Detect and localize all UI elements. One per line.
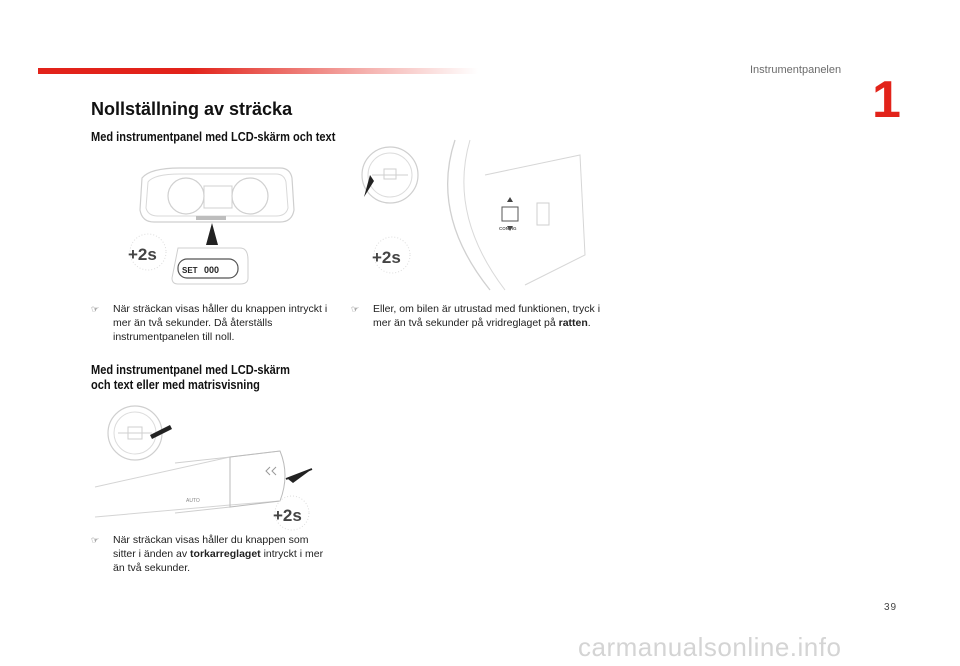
- set-label: SET: [182, 266, 198, 275]
- pointing-hand-icon: ☞: [91, 535, 100, 545]
- bullet-reset-steering: ☞ Eller, om bilen är utrustad med funktionen, tryck i mer än två sekunder på vridreglaget på ratten.: [351, 303, 601, 329]
- figure-instrument-cluster: [120, 160, 360, 295]
- pointing-hand-icon: ☞: [91, 304, 100, 314]
- header-accent-bar: [38, 68, 478, 74]
- section-heading-lcd-text: Med instrumentpanel med LCD-skärm och text: [91, 129, 336, 144]
- bullet-text: När sträckan visas håller du knappen intryckt i mer än två sekunder. Då återställs instrumentpanelen till noll.: [113, 303, 328, 343]
- hold-2s-label-2: +2s: [372, 248, 401, 267]
- page-number: 39: [884, 602, 898, 613]
- pointing-hand-icon: ☞: [351, 304, 360, 314]
- bullet-reset-lcd: [91, 302, 331, 344]
- bullet-bold-term: ratten: [558, 317, 588, 329]
- figure-steering-wheel-config: [350, 135, 600, 295]
- bullet-reset-wiper: ☞ När sträckan visas håller du knappen som sitter i änden av torkarreglaget intryckt i mer än två sekunder.: [91, 534, 324, 574]
- bullet-bold-term: torkarreglaget: [190, 548, 261, 560]
- config-label: CONFIG: [499, 226, 517, 231]
- hold-2s-label-1: +2s: [128, 245, 157, 264]
- bullet-text: När sträckan visas håller du knappen som sitter i änden av: [113, 534, 309, 560]
- figure-wiper-stalk: [90, 395, 330, 535]
- hold-2s-label-3: +2s: [273, 506, 302, 525]
- auto-label: AUTO: [186, 498, 200, 504]
- chapter-number: 1: [872, 71, 901, 129]
- watermark: carmanualsonline.info: [578, 632, 842, 662]
- odometer-value: 000: [204, 265, 220, 275]
- section-label: Instrumentpanelen: [750, 64, 842, 76]
- section-heading-lcd-matrix: Med instrumentpanel med LCD-skärm och text eller med matrisvisning: [91, 362, 290, 392]
- bullet-text: Eller, om bilen är utrustad med funktionen, tryck i mer än två sekunder på vridreglaget på: [373, 303, 601, 329]
- page-title: Nollställning av sträcka: [91, 99, 293, 119]
